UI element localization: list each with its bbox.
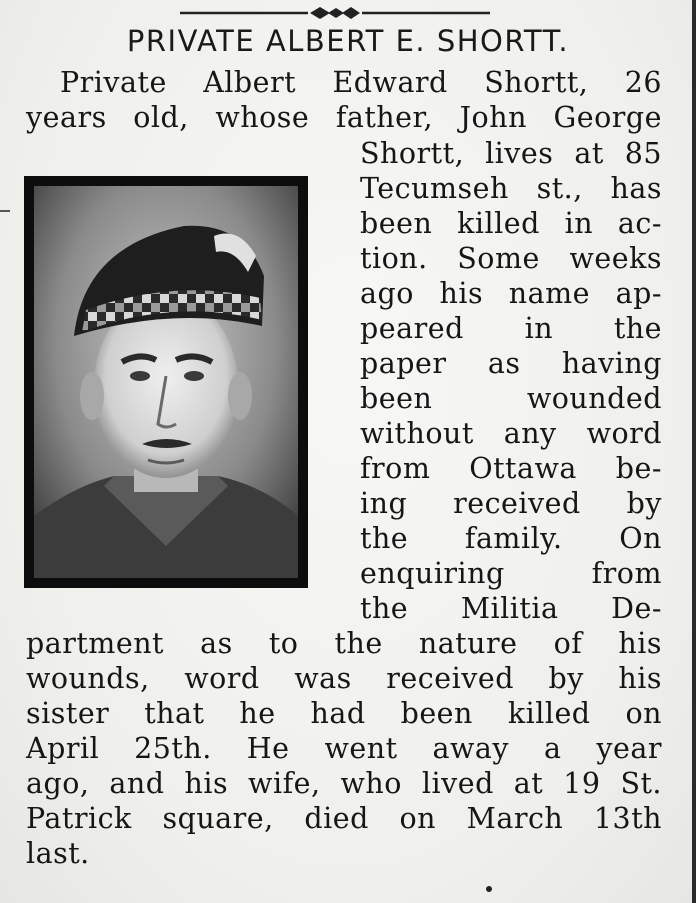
article-line-17: partment as to the nature of his [26,627,662,660]
portrait-photo [24,176,308,588]
article-line-10: been wounded [360,382,662,415]
article-line-15: enquiring from [360,557,662,590]
article-line-22: Patrick square, died on March 13th [26,802,662,835]
article-line-23: last. [26,837,90,870]
article-line-5: been killed in ac- [360,207,662,240]
article-line-1: Private Albert Edward Shortt, 26 [60,66,662,99]
headline-ornament-icon [180,6,490,20]
article-line-19: sister that he had been killed on [26,697,662,730]
article-line-2: years old, whose father, John George [26,101,662,134]
article-headline: PRIVATE ALBERT E. SHORTT. [126,24,570,58]
article-line-9: paper as having [360,347,662,380]
article-line-16: the Militia De- [360,592,662,625]
soldier-portrait-icon [34,186,298,578]
article-line-13: ing received by [360,487,662,520]
article-line-7: ago his name ap- [360,277,662,310]
article-line-8: peared in the [360,312,662,345]
article-line-12: from Ottawa be- [360,452,662,485]
article-line-14: the family. On [360,522,662,555]
article-line-3: Shortt, lives at 85 [360,137,662,170]
article-line-18: wounds, word was received by his [26,662,662,695]
article-line-20: April 25th. He went away a year [26,732,662,765]
article-line-21: ago, and his wife, who lived at 19 St. [26,767,662,800]
ink-dot [486,886,492,892]
article-line-11: without any word [360,417,662,450]
clipping-edge [692,0,696,903]
article-line-4: Tecumseh st., has [360,172,662,205]
article-line-6: tion. Some weeks [360,242,662,275]
margin-mark [0,210,10,212]
